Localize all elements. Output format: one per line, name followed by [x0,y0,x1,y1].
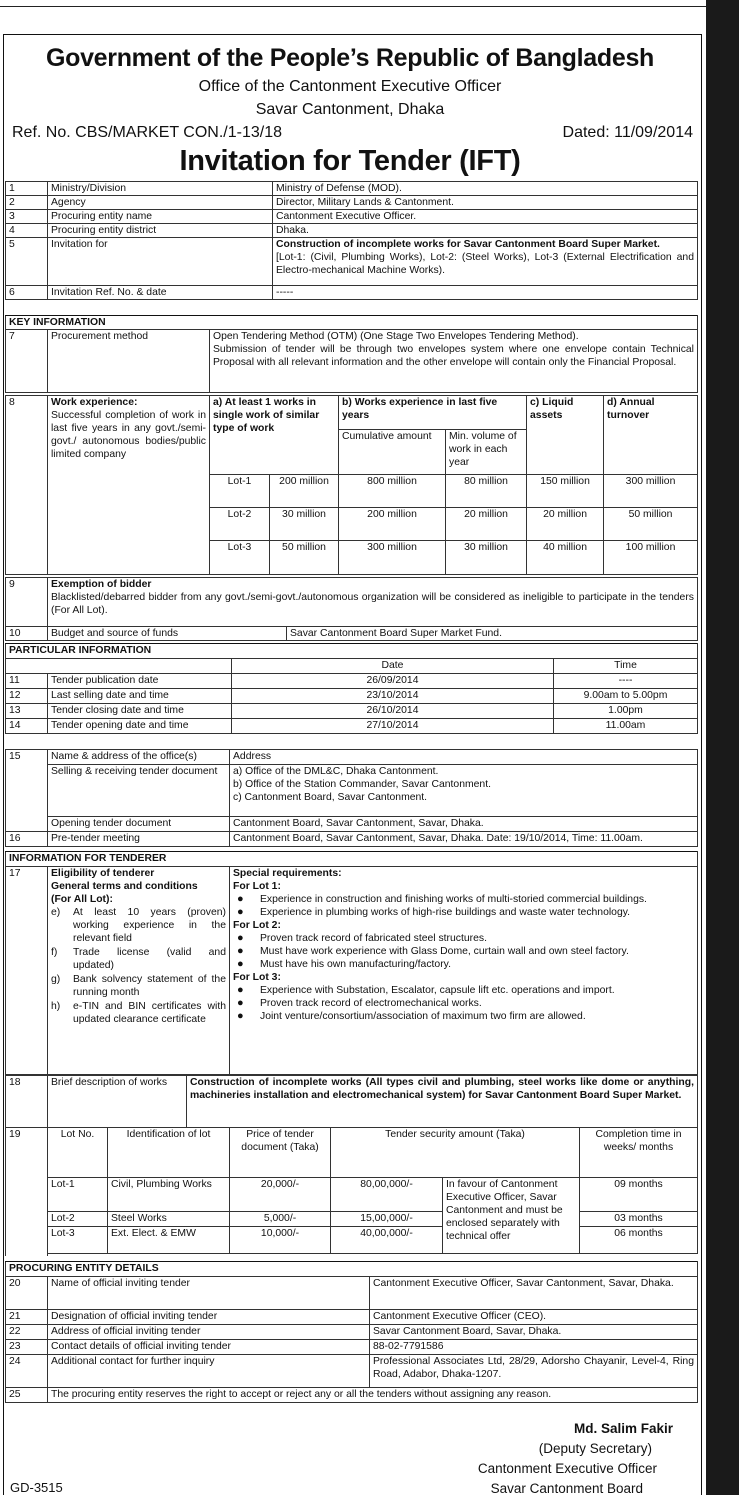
table-row: 6 Invitation Ref. No. & date ----- [6,286,698,300]
list-item: e) At least 10 years (proven) working experience in the relevant field [51,907,226,944]
table-row: Date Time [6,659,698,674]
table-row: 10 Budget and source of funds Savar Cantonment Board Super Market Fund. [6,627,698,641]
table-row: Lot-3 50 million 300 million 30 million 40 million 100 million [6,541,698,575]
gd-code: GD-3515 [10,1480,63,1495]
table-row: 20 Name of official inviting tender Cantonment Executive Officer, Savar Cantonment, Savar, Dhaka. [6,1277,698,1310]
table-row: 4 Procuring entity district Dhaka. [6,224,698,238]
table-row: 11 Tender publication date 26/09/2014 ---- [6,674,698,689]
table-row: 14 Tender opening date and time 27/10/2014 11.00am [6,719,698,734]
lot1-requirements [233,893,694,919]
list-item: ● Joint venture/consortium/association of maximum two firm are allowed. [233,1010,694,1023]
table-row: 23 Contact details of official inviting tender 88-02-7791586 [6,1340,698,1355]
table-row: 1 Ministry/Division Ministry of Defense (MOD). [6,182,698,196]
exemption-budget-table [5,577,698,641]
general-info-table [5,181,698,300]
brief-description-table [5,1075,698,1128]
list-item: ● Experience with Substation, Escalator, capsule lift etc. operations and import. [233,984,694,997]
table-row: 5 Invitation for Construction of incomplete works for Savar Cantonment Board Super Market. [Lot-1: (Civil, Plumbing Works), Lot-2: (Steel Works), Lot-3 (External Electrification and Electro-mechanical Machine Works). [6,238,698,286]
table-row: Lot-1 Civil, Plumbing Works 20,000/- 80,00,000/- In favour of Cantonment Executive Officer, Savar Cantonment and must be enclosed separately with technical offer 09 months [6,1178,698,1212]
table-row: 25 The procuring entity reserves the right to accept or reject any or all the tenders without assigning any reason. [6,1388,698,1403]
top-rule [0,6,706,7]
lot-details-table [5,1127,698,1256]
list-item: g) Bank solvency statement of the running month [51,974,226,998]
section-heading: PARTICULAR INFORMATION [6,644,698,659]
table-row: 3 Procuring entity name Cantonment Executive Officer. [6,210,698,224]
table-row: Lot-2 30 million 200 million 20 million 20 million 50 million [6,508,698,541]
table-row: 16 Pre-tender meeting Cantonment Board, Savar Cantonment, Savar, Dhaka. Date: 19/10/2014, Time: 11.00am. [6,832,698,847]
work-experience-table [5,395,698,575]
government-title: Government of the People’s Republic of Bangladesh [45,44,655,72]
key-information-table [5,315,698,393]
document-title: Invitation for Tender (IFT) [179,145,521,177]
table-row: 17 Eligibility of tenderer General terms and conditions (For All Lot): e) At least 10 years (proven) working experience in the relevant field f) Trade license (valid and updated) g) Bank solvency statement of the running month h) e-TIN and BIN certificates with updated clearance certificate Special requirements: For Lot 1: ● Experience in construction and finishing works of multi-storied commercial buildings. ● Experience in plumbing works of high-rise buildings and waste water technology. For Lot 2: ● Proven track record of fabricated steel structures. ● Must have work experience with Glass Dome, curtain wall and own steel factory. ● Must have his own manufacturing/factory. For Lot 3: ● Experience with Substation, Escalator, capsule lift etc. operations and import. ● Proven track record of electromechanical works. ● Joint venture/consortium/association of maximum two firm are allowed. [6,867,698,1075]
list-item: ● Experience in plumbing works of high-rise buildings and waste water technology. [233,906,694,919]
signatory-name: Md. Salim Fakir [573,1421,673,1436]
section-heading: INFORMATION FOR TENDERER [6,852,698,867]
list-item: ● Proven track record of fabricated steel structures. [233,932,694,945]
particular-information-table [5,643,698,734]
list-item: ● Must have his own manufacturing/factory. [233,958,694,971]
table-row: 24 Additional contact for further inquiry Professional Associates Ltd, 28/29, Adorsho Chayanir, Level-4, Ring Road, Adabor, Dhaka-1207. [6,1355,698,1388]
list-item: h) e-TIN and BIN certificates with updated clearance certificate [51,1001,226,1025]
general-terms-list [51,906,226,1026]
procuring-entity-table [5,1261,698,1403]
scan-edge-bar [706,0,739,1495]
table-row: Lot-1 200 million 800 million 80 million 150 million 300 million [6,475,698,508]
table-row: 22 Address of official inviting tender Savar Cantonment Board, Savar, Dhaka. [6,1325,698,1340]
table-row: 8 Work experience: Successful completion of work in last five years in any govt./semi-govt./ autonomous bodies/public limited company a) At least 1 works in single work of similar type of work b) Works experience in last five years Cumulative amount Min. volume of work in each year c) Liquid assets d) Annual turnover [6,396,698,475]
table-row: 15 Name & address of the office(s) Address [6,750,698,765]
signatory-office: Cantonment Executive Officer [477,1461,657,1476]
reference-number: Ref. No. CBS/MARKET CON./1-13/18 [12,124,283,141]
table-row: Selling & receiving tender document a) Office of the DML&C, Dhaka Cantonment. b) Office of the Station Commander, Savar Cantonment. c) Cantonment Board, Savar Cantonment. [6,765,698,817]
table-row: 21 Designation of official inviting tender Cantonment Executive Officer (CEO). [6,1310,698,1325]
table-row: 9 Exemption of bidder Blacklisted/debarred bidder from any govt./semi-govt./autonomous organization will be considered as ineligible to participate in the tenders (For All Lot). [6,578,698,627]
office-location: Savar Cantonment, Dhaka [255,101,445,118]
table-row: Opening tender document Cantonment Board, Savar Cantonment, Savar, Dhaka. [6,817,698,832]
table-row: 2 Agency Director, Military Lands & Cantonment. [6,196,698,210]
section-heading: PROCURING ENTITY DETAILS [6,1262,698,1277]
invitation-lots: [Lot-1: (Civil, Plumbing Works), Lot-2: (Steel Works), Lot-3 (External Electrification and Electro-mechanical Machine Works). [276,252,694,276]
lot2-requirements [233,932,694,971]
section-heading: KEY INFORMATION [6,316,698,330]
list-item: f) Trade license (valid and updated) [51,947,226,971]
office-name: Office of the Cantonment Executive Officer [198,78,502,95]
table-row: 7 Procurement method Open Tendering Method (OTM) (One Stage Two Envelopes Tendering Method). Submission of tender will be through two envelopes system where one envelope contain Technical Proposal with all relevant information and the other envelope will contain only the Financial Proposal. [6,330,698,393]
list-item: ● Experience in construction and finishing works of multi-storied commercial buildings. [233,893,694,906]
tenderer-information-table [5,851,698,1075]
invitation-title: Construction of incomplete works for Savar Cantonment Board Super Market. [276,239,660,250]
table-row: Lot-2 Steel Works 5,000/- 15,00,000/- 03 months [6,1212,698,1227]
table-row: 18 Brief description of works Construction of incomplete works (All types civil and plumbing, steel works like dome or anything, machineries installation and electromechanical system) for Savar Cantonment Board Super Market. [6,1076,698,1128]
table-row: Lot-3 Ext. Elect. & EMW 10,000/- 40,00,000/- 06 months [6,1227,698,1254]
signatory-title: (Deputy Secretary) [538,1441,652,1456]
table-row: 19 Lot No. Identification of lot Price of tender document (Taka) Tender security amount (Taka) Completion time in weeks/ months [6,1128,698,1178]
table-row: 13 Tender closing date and time 26/10/2014 1.00pm [6,704,698,719]
lot3-requirements [233,984,694,1023]
list-item: ● Must have work experience with Glass Dome, curtain wall and own steel factory. [233,945,694,958]
office-address-table [5,749,698,847]
list-item: ● Proven track record of electromechanical works. [233,997,694,1010]
issue-date: Dated: 11/09/2014 [562,124,693,141]
table-row: 12 Last selling date and time 23/10/2014 9.00am to 5.00pm [6,689,698,704]
signatory-board: Savar Cantonment Board [490,1481,643,1496]
